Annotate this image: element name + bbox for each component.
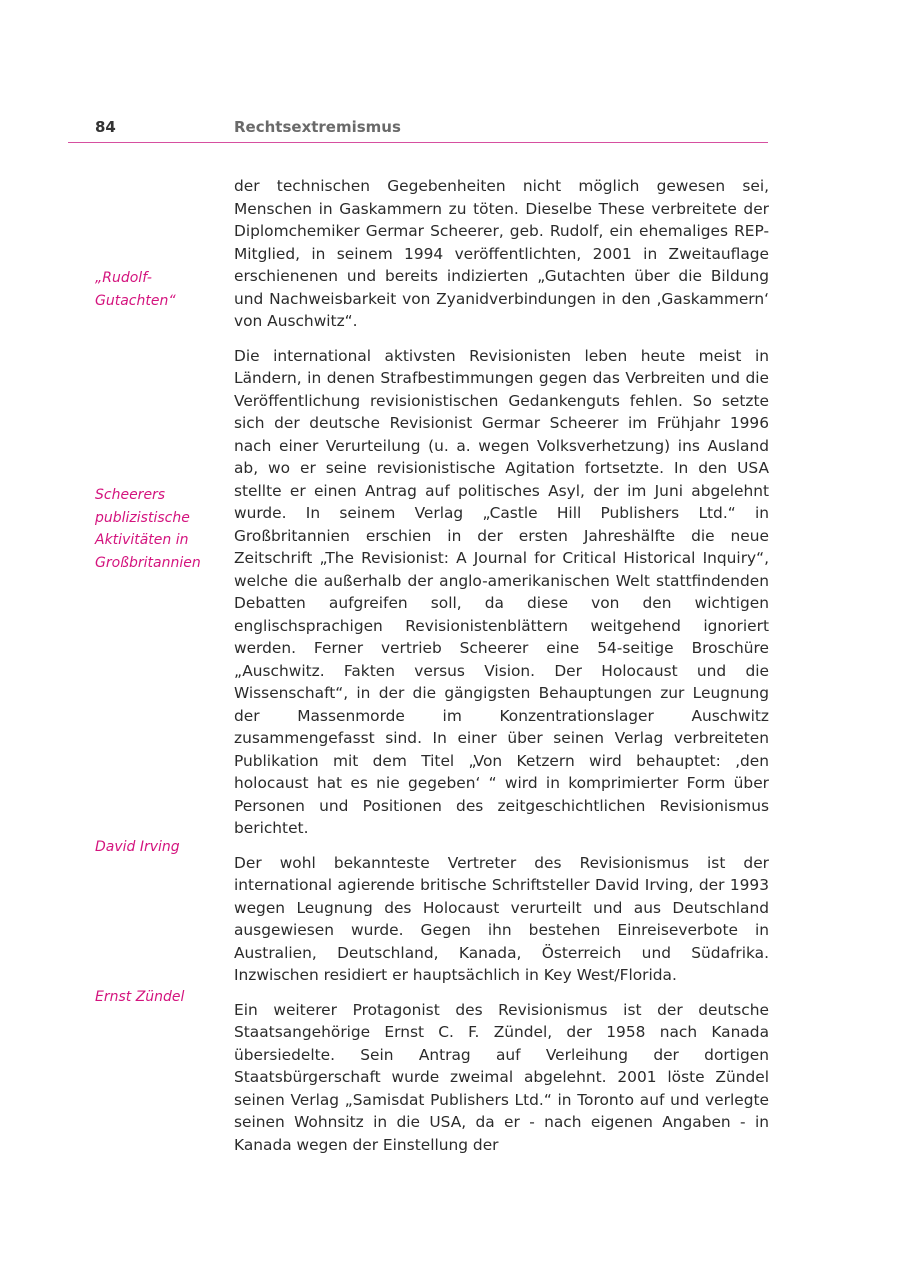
running-head: Rechtsextremismus: [234, 118, 401, 136]
paragraph-david-irving: Der wohl bekannteste Vertreter des Revisionismus ist der international agierende britische Schriftsteller David Irving, der 1993 wegen Leugnung des Holocaust verurteilt und aus Deutschland ausgewiesen wurde. Gegen ihn bestehen Einreiseverbote in Australien, Deutschland, Kanada, Österreich und Südafrika. Inzwischen residiert er hauptsächlich in Key West/Florida.: [234, 853, 769, 984]
sidenote-david-irving: David Irving: [95, 839, 180, 855]
sidenote-ernst-zuendel: Ernst Zündel: [95, 989, 185, 1005]
paragraph-ernst-zuendel: Ein weiterer Protagonist des Revisionismus ist der deutsche Staatsangehörige Ernst C. F. Zündel, der 1958 nach Kanada übersiedelte. Sein Antrag auf Verleihung der dortigen Staatsbürgerschaft wurde zweimal abgelehnt. 2001 löste Zündel seinen Verlag „Samisdat Publishers Ltd.“ in Toronto auf und verlegte seinen Wohnsitz in die USA, da er - nach eigenen Angaben - in Kanada wegen der Einstellung der: [234, 1000, 769, 1154]
sidenote-scheerer-activities: Scheerers publizistische Aktivitäten in Großbritannien: [95, 487, 201, 571]
paragraph-international-revisionists: Die international aktivsten Revisionisten leben heute meist in Ländern, in denen Strafbestimmungen gegen das Verbreiten und die Veröffentlichung revisionistischen Gedankenguts fehlen. So setzte sich der deutsche Revisionist Germar Scheerer im Frühjahr 1996 nach einer Verurteilung (u. a. wegen Volksverhetzung) ins Ausland ab, wo er seine revisionistische Agitation fortsetzte. In den USA stellte er einen Antrag auf politisches Asyl, der im Juni abgelehnt wurde. In seinem Verlag „Castle Hill Publishers Ltd.“ in Großbritannien erschien in der ersten Jahreshälfte die neue Zeitschrift „The Revisionist: A Journal for Critical Historical Inquiry“, welche die außerhalb der anglo-amerikanischen Welt stattfindenden Debatten aufgreifen soll, da diese von den wichtigen englischsprachigen Revisionistenblättern weitgehend ignoriert werden. Ferner vertrieb Scheerer eine 54-seitige Broschüre „Auschwitz. Fakten versus Vision. Der Holocaust und die Wissenschaft“, in der die gängigsten Behauptungen zur Leugnung der Massenmorde im Konzentrationslager Auschwitz zusammengefasst sind. In einer über seinen Verlag verbreiteten Publikation mit dem Titel „Von Ketzern wird behauptet: ‚den holocaust hat es nie gegeben‘ “ wird in komprimierter Form über Personen und Positionen des zeitgeschichtlichen Revisionismus berichtet.: [234, 346, 769, 837]
paragraph-rudolf-gutachten: der technischen Gegebenheiten nicht möglich gewesen sei, Menschen in Gaskammern zu töten. Dieselbe These verbreitete der Diplomchemiker Germar Scheerer, geb. Rudolf, ein ehemaliges REP-Mitglied, in seinem 1994 veröffentlichten, 2001 in Zweitauflage erschienenen und bereits indizierten „Gutachten über die Bildung und Nachweisbarkeit von Zyanidverbindungen in den ‚Gaskammern‘ von Auschwitz“.: [234, 177, 769, 330]
body-text: [234, 175, 769, 1168]
page-number: 84: [95, 118, 116, 136]
page-header: [68, 116, 768, 143]
sidenote-rudolf-gutachten: „Rudolf-Gutachten“: [95, 270, 176, 309]
